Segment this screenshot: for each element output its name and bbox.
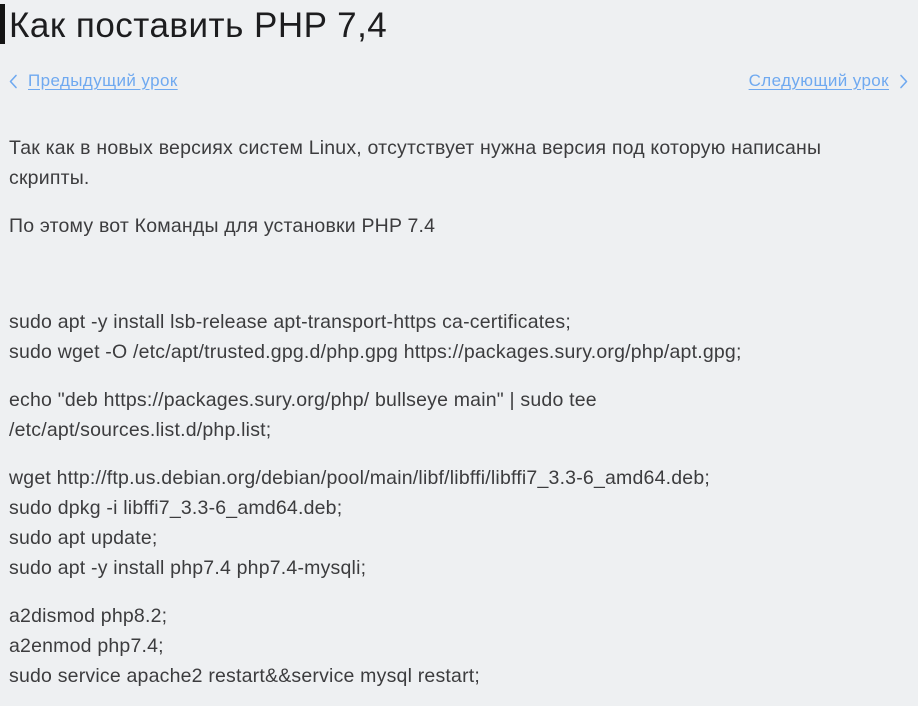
command-line: sudo dpkg -i libffi7_3.3-6_amd64.deb;: [9, 497, 343, 519]
command-line: sudo apt -y install php7.4 php7.4-mysqli;: [9, 557, 367, 579]
command-line: sudo apt -y install lsb-release apt-transport-https ca-certificates;: [9, 311, 571, 333]
command-group: [9, 307, 908, 367]
left-edge-artifact: [0, 4, 5, 44]
paragraph-line: скрипты.: [9, 167, 90, 189]
command-group: [9, 463, 908, 583]
command-line: wget http://ftp.us.debian.org/debian/pool/main/libf/libffi/libffi7_3.3-6_amd64.deb;: [9, 467, 711, 489]
page-title: Как поставить PHP 7,4: [9, 6, 388, 45]
command-line: sudo apt update;: [9, 527, 158, 549]
paragraph-line: По этому вот Команды для установки PHP 7.4: [9, 215, 436, 237]
next-lesson-label: Следующий урок: [748, 71, 889, 90]
next-lesson-link[interactable]: [749, 71, 908, 91]
paragraph-line: Так как в новых версиях систем Linux, отсутствует нужна версия под которую написаны: [9, 137, 822, 159]
prev-lesson-link[interactable]: [9, 71, 178, 91]
chevron-left-icon: [9, 74, 18, 89]
command-line: sudo service apache2 restart&&service mysql restart;: [9, 665, 481, 687]
command-group: [9, 385, 908, 445]
prev-lesson-label: Предыдущий урок: [28, 71, 178, 90]
command-line: echo "deb https://packages.sury.org/php/ bullseye main" | sudo tee: [9, 389, 597, 411]
empty-paragraph: [9, 259, 908, 289]
command-line: /etc/apt/sources.list.d/php.list;: [9, 419, 272, 441]
lesson-content: [9, 133, 908, 691]
command-line: a2enmod php7.4;: [9, 635, 164, 657]
command-line: a2dismod php8.2;: [9, 605, 168, 627]
command-group: [9, 601, 908, 691]
intro-paragraph: [9, 133, 908, 193]
chevron-right-icon: [899, 74, 908, 89]
intro-paragraph: [9, 211, 908, 241]
command-line: sudo wget -O /etc/apt/trusted.gpg.d/php.gpg https://packages.sury.org/php/apt.gpg;: [9, 341, 742, 363]
lesson-nav: [9, 71, 908, 91]
